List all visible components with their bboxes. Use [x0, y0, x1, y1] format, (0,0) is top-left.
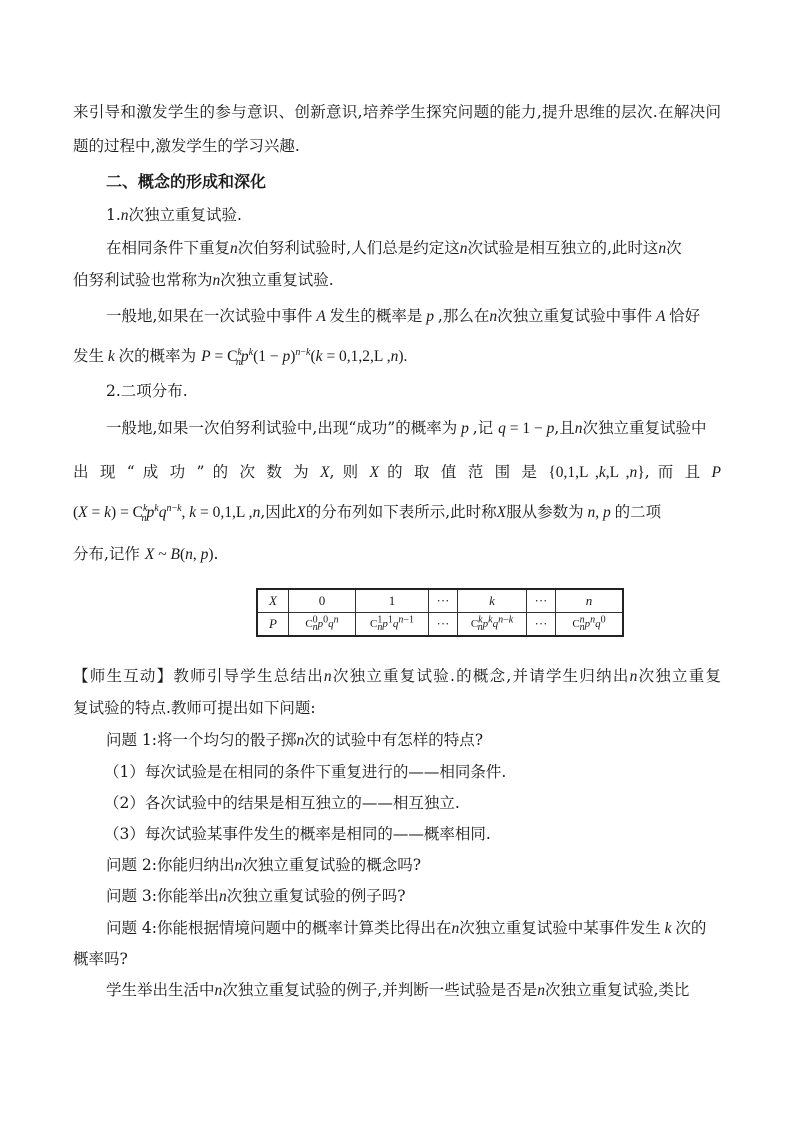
intro-line-1: 来引导和激发学生的参与意识、创新意识,培养学生探究问题的能力,提升思维的层次.在解决问	[73, 103, 721, 121]
text-run: ,那么在	[437, 307, 490, 325]
var-n: n	[459, 240, 468, 257]
question-2	[106, 855, 421, 876]
subheading-1-num: 1.	[106, 206, 121, 224]
text-run: 问题 1:将一个均匀的骰子掷	[106, 731, 297, 749]
text-run: 次独立重复试验.的概念,并请学生归纳出	[331, 667, 630, 685]
var-n: n	[323, 668, 332, 685]
text-run: ,且	[554, 419, 575, 437]
table-cell: ···	[527, 589, 556, 613]
text-run: 次的概率为	[118, 347, 197, 365]
var-k: k	[104, 348, 119, 365]
text-run: 分布,记作	[73, 545, 140, 563]
interaction-line-1	[73, 666, 721, 687]
table-row	[257, 613, 623, 637]
table-cell: P	[257, 613, 289, 637]
text-run: 次独立重复试验的例子吗?	[226, 887, 406, 905]
table-cell: $C^1_np^1q^{n-1}$	[356, 613, 429, 637]
text-run: 伯努利试验也常称为	[73, 271, 213, 289]
var-n: n	[120, 207, 129, 224]
text-run: 一般地,如果在一次试验中事件	[106, 307, 313, 325]
text-run: 次独立重复试验.	[220, 271, 334, 289]
text-run: 次独立重复试验中某事件发生	[459, 919, 661, 937]
table-cell: X	[257, 589, 289, 613]
table-cell: $C^n_np^nq^0$	[556, 613, 624, 637]
text-run: , 则	[329, 463, 362, 481]
var-X: X	[296, 504, 306, 521]
text-run: 次的试验中有怎样的特点?	[304, 731, 484, 749]
var-n: n	[537, 982, 545, 999]
subheading-1-text: 次独立重复试验.	[128, 206, 242, 224]
var-n: n	[212, 272, 221, 289]
text-run: 次伯努利试验时,人们总是约定这	[237, 239, 460, 257]
text-run: 次试验是相互独立的,此时这	[467, 239, 659, 257]
text-run: 次	[666, 239, 682, 257]
intro-line-2: 题的过程中,激发学生的学习兴趣.	[73, 137, 300, 155]
text-run: 的分布列如下表所示,此时称	[305, 503, 497, 521]
var-p: p	[457, 420, 473, 437]
text-run: 次的	[675, 919, 707, 937]
question-1	[106, 730, 483, 751]
pmf-formula: $(X = k) = C^k_np^kq^{n-k}$, k = 0,1,L ,n	[73, 502, 261, 525]
question-3	[106, 886, 406, 907]
text-run: 次独立重复试验,类比	[544, 981, 690, 999]
text-run: 的 取 值 范 围 是	[387, 463, 541, 481]
text-run: 问题 3:你能举出	[106, 887, 220, 905]
section-title: 二、概念的形成和深化	[106, 172, 267, 191]
text-run: 发生的概率是	[329, 307, 423, 325]
question-4-line-1	[106, 918, 706, 939]
text-run: 在相同条件下重复	[106, 239, 231, 257]
var-A: A	[312, 308, 330, 325]
var-n: n	[489, 308, 498, 325]
table-cell: 1	[356, 589, 429, 613]
text-run: 恰好	[669, 307, 701, 325]
list-item: （1）每次试验是在相同的条件下重复进行的——相同条件.	[104, 763, 507, 781]
table-cell: ···	[527, 613, 556, 637]
text-run: 次独立重复试验中	[582, 419, 707, 437]
text-run: 的二项	[614, 503, 662, 521]
text-run: 次独立重复	[637, 667, 721, 685]
var-A: A	[652, 308, 670, 325]
list-item: （2）各次试验中的结果是相互独立的——相互独立.	[104, 794, 460, 812]
text-run: 问题 4:你能根据情境问题中的概率计算类比得出在	[106, 919, 452, 937]
text-run: .	[213, 545, 219, 563]
text-run: , 而 且	[644, 463, 704, 481]
var-n: n	[629, 668, 638, 685]
table-cell: 0	[289, 589, 356, 613]
list-item: （3）每次试验某事件发生的概率是相同的——概率相同.	[104, 825, 491, 843]
text-run: ,因此	[260, 503, 297, 521]
text-run: 问题 2:你能归纳出	[106, 856, 235, 874]
table-cell: $C^k_np^kq^{n-k}$	[458, 613, 527, 637]
var-n: n	[451, 920, 460, 937]
var-k: k	[660, 920, 676, 937]
table-cell: $C^0_np^0q^n$	[289, 613, 356, 637]
var-P: P	[711, 464, 721, 481]
text-run: 次独立重复试验的概念吗?	[242, 856, 422, 874]
question-4-line-2: 概率吗?	[73, 950, 128, 968]
text-run: 服从参数为	[506, 503, 584, 521]
var-X: X	[496, 504, 507, 521]
text-run: 【师生互动】教师引导学生总结出	[73, 667, 324, 685]
subheading-2: 2.二项分布.	[106, 382, 188, 400]
interaction-line-2: 复试验的特点.教师可提出如下问题:	[73, 699, 316, 717]
para1-line-2	[73, 270, 334, 291]
text-run: ,记	[472, 419, 494, 437]
value-range: {0,1,L ,k,L ,n}	[548, 464, 645, 481]
q-definition: q = 1 − p	[498, 420, 555, 437]
var-n: n	[234, 857, 243, 874]
para3-line-1	[106, 418, 707, 439]
binomial-notation: X ~ B(n, p)	[144, 546, 214, 563]
var-n: n	[296, 732, 305, 749]
var-n: n	[658, 240, 667, 257]
para3-line-4	[73, 544, 218, 565]
table-cell: ···	[429, 613, 458, 637]
para2-line-2	[73, 346, 407, 367]
var-n: n	[214, 982, 223, 999]
text-run: 发生	[73, 347, 105, 365]
table-cell: n	[556, 589, 624, 613]
var-n: n	[219, 888, 227, 905]
table-cell: ···	[429, 589, 458, 613]
distribution-table	[256, 588, 624, 637]
subheading-1	[106, 205, 242, 226]
para3-line-3	[73, 502, 661, 523]
para2-line-1	[106, 306, 700, 327]
binomial-formula: $P = C^k_np^k(1 - p)^{n-k}(k = 0,1,2,L$ ,n).	[201, 346, 408, 369]
var-n: n	[574, 420, 583, 437]
text-run: 一般地,如果一次伯努利试验中,出现“成功”的概率为	[106, 419, 458, 437]
table-row	[257, 589, 623, 613]
text-run: 出 现 “ 成 功 ” 的 次 数 为	[73, 463, 312, 481]
last-paragraph	[106, 980, 689, 1001]
text-run: 次独立重复试验的例子,并判断一些试验是否是	[222, 981, 538, 999]
var-p: p	[422, 308, 438, 325]
var-np: n, p	[583, 504, 615, 521]
var-n: n	[230, 240, 238, 257]
table-cell: k	[458, 589, 527, 613]
var-X: X	[369, 464, 379, 481]
text-run: 学生举出生活中	[106, 981, 215, 999]
text-run: 次独立重复试验中事件	[497, 307, 653, 325]
para3-line-2	[73, 462, 721, 483]
var-X: X	[320, 464, 330, 481]
para1-line-1	[106, 238, 682, 259]
